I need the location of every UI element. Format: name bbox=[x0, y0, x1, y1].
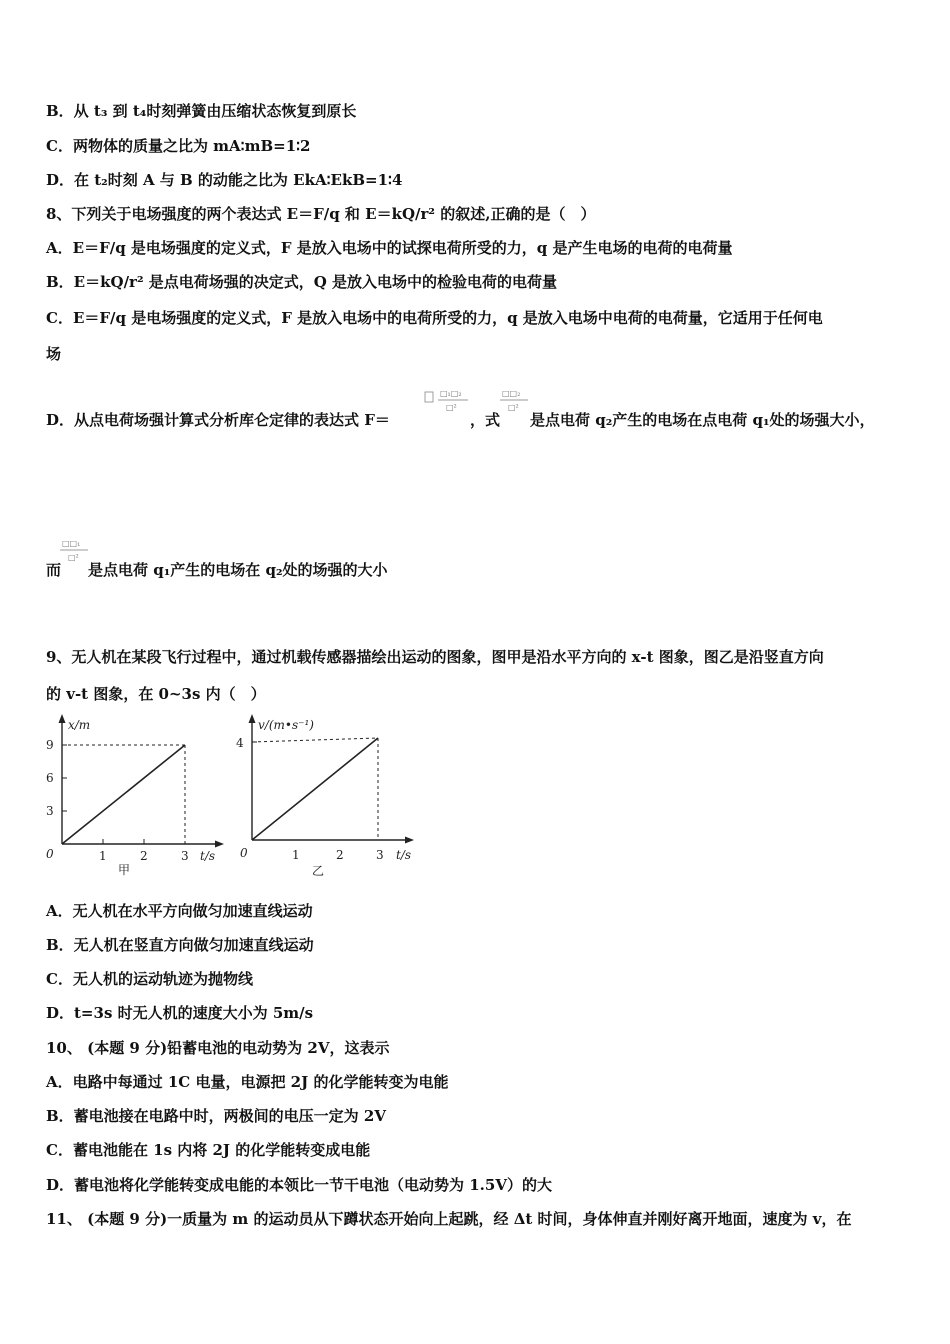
jia-ytick-3: 3 bbox=[46, 804, 54, 818]
jia-origin: 0 bbox=[46, 847, 54, 861]
jia-ylabel: x/m bbox=[68, 718, 91, 732]
svg-text:□²: □² bbox=[508, 403, 519, 412]
formula-fraction-icon bbox=[424, 386, 472, 422]
q10-option-a: A．电路中每通过 1C 电量，电源把 2J 的化学能转变为电能 bbox=[46, 1073, 449, 1091]
q8-option-c-line2: 场 bbox=[46, 345, 62, 363]
coulomb-formula-image bbox=[424, 386, 472, 422]
jia-xtick-2: 2 bbox=[140, 849, 148, 863]
q10-option-b: B．蓄电池接在电路中时，两极间的电压一定为 2V bbox=[46, 1107, 386, 1125]
q8-option-c-line1: C．E＝F/q 是电场强度的定义式，F 是放入电场中的电荷所受的力，q 是放入电场中电荷的电荷量，它适用于任何电 bbox=[46, 309, 823, 327]
yi-xtick-2: 2 bbox=[336, 848, 344, 862]
q7-option-c: C．两物体的质量之比为 mA∶mB=1∶2 bbox=[46, 137, 311, 155]
svg-text:□□₁: □□₁ bbox=[62, 539, 81, 548]
q7-option-b: B．从 t₃ 到 t₄时刻弹簧由压缩状态恢复到原长 bbox=[46, 102, 357, 120]
q8-stem: 8、下列关于电场强度的两个表达式 E＝F/q 和 E＝kQ/r² 的叙述,正确的是（ ） bbox=[46, 205, 596, 223]
jia-caption: 甲 bbox=[118, 863, 131, 877]
svg-text:□²: □² bbox=[68, 553, 79, 562]
yi-origin: 0 bbox=[240, 846, 248, 860]
q8-option-d-part1: D．从点电荷场强计算式分析库仑定律的表达式 F＝ bbox=[46, 411, 390, 429]
q9-stem-line1: 9、无人机在某段飞行过程中，通过机载传感器描绘出运动的图象，图甲是沿水平方向的 x-t 图象，图乙是沿竖直方向 bbox=[46, 648, 824, 666]
graph-jia-xt bbox=[40, 712, 230, 882]
q8-option-a: A．E＝F/q 是电场强度的定义式，F 是放入电场中的试探电荷所受的力，q 是产生电场的电荷的电荷量 bbox=[46, 239, 733, 257]
q10-stem: 10、 (本题 9 分)铅蓄电池的电动势为 2V，这表示 bbox=[46, 1039, 390, 1057]
graph-yi-vt bbox=[230, 712, 430, 882]
jia-xlabel: t/s bbox=[200, 849, 216, 863]
vt-line bbox=[252, 738, 378, 840]
jia-ytick-9: 9 bbox=[46, 738, 54, 752]
q10-option-c: C．蓄电池能在 1s 内将 2J 的化学能转变成电能 bbox=[46, 1141, 371, 1159]
yi-ytick-4: 4 bbox=[236, 736, 244, 750]
q10-option-d: D．蓄电池将化学能转变成电能的本领比一节干电池（电动势为 1.5V）的大 bbox=[46, 1176, 552, 1194]
q9-stem-line2: 的 v-t 图象，在 0~3s 内（ ） bbox=[46, 685, 266, 703]
q8-option-d-part5: 是点电荷 q₁产生的电场在 q₂处的场强的大小 bbox=[88, 561, 388, 579]
q8-option-d-part3: 是点电荷 q₂产生的电场在点电荷 q₁处的场强大小， bbox=[530, 411, 875, 429]
q9-option-d: D．t=3s 时无人机的速度大小为 5m/s bbox=[46, 1004, 314, 1022]
q7-option-d: D．在 t₂时刻 A 与 B 的动能之比为 EkA∶EkB=1∶4 bbox=[46, 171, 403, 189]
jia-xtick-3: 3 bbox=[181, 849, 189, 863]
q8-option-b: B．E＝kQ/r² 是点电荷场强的决定式，Q 是放入电场中的检验电荷的电荷量 bbox=[46, 273, 558, 291]
yi-xtick-3: 3 bbox=[376, 848, 384, 862]
svg-text:□□₂: □□₂ bbox=[502, 389, 521, 398]
svg-text:□₁□₂: □₁□₂ bbox=[440, 389, 462, 398]
q8-option-d-part4: 而 bbox=[46, 561, 62, 579]
q8-option-d-part2: ，式 bbox=[470, 411, 501, 429]
yi-ylabel: v/(m•s⁻¹) bbox=[258, 718, 314, 732]
svg-text:□²: □² bbox=[446, 403, 457, 412]
q9-option-b: B．无人机在竖直方向做匀加速直线运动 bbox=[46, 936, 314, 954]
jia-ytick-6: 6 bbox=[46, 771, 54, 785]
q11-stem: 11、 (本题 9 分)一质量为 m 的运动员从下蹲状态开始向上起跳，经 Δt 时间，身体伸直并刚好离开地面，速度为 v，在 bbox=[46, 1210, 852, 1228]
yi-xtick-1: 1 bbox=[292, 848, 300, 862]
formula-fraction-icon bbox=[500, 386, 532, 422]
jia-xtick-1: 1 bbox=[99, 849, 107, 863]
yi-caption: 乙 bbox=[312, 864, 325, 878]
field-formula-image-1 bbox=[500, 386, 532, 422]
xt-line bbox=[62, 745, 185, 844]
yi-xlabel: t/s bbox=[396, 848, 412, 862]
q9-option-a: A．无人机在水平方向做匀加速直线运动 bbox=[46, 902, 313, 920]
q9-option-c: C．无人机的运动轨迹为抛物线 bbox=[46, 970, 253, 988]
